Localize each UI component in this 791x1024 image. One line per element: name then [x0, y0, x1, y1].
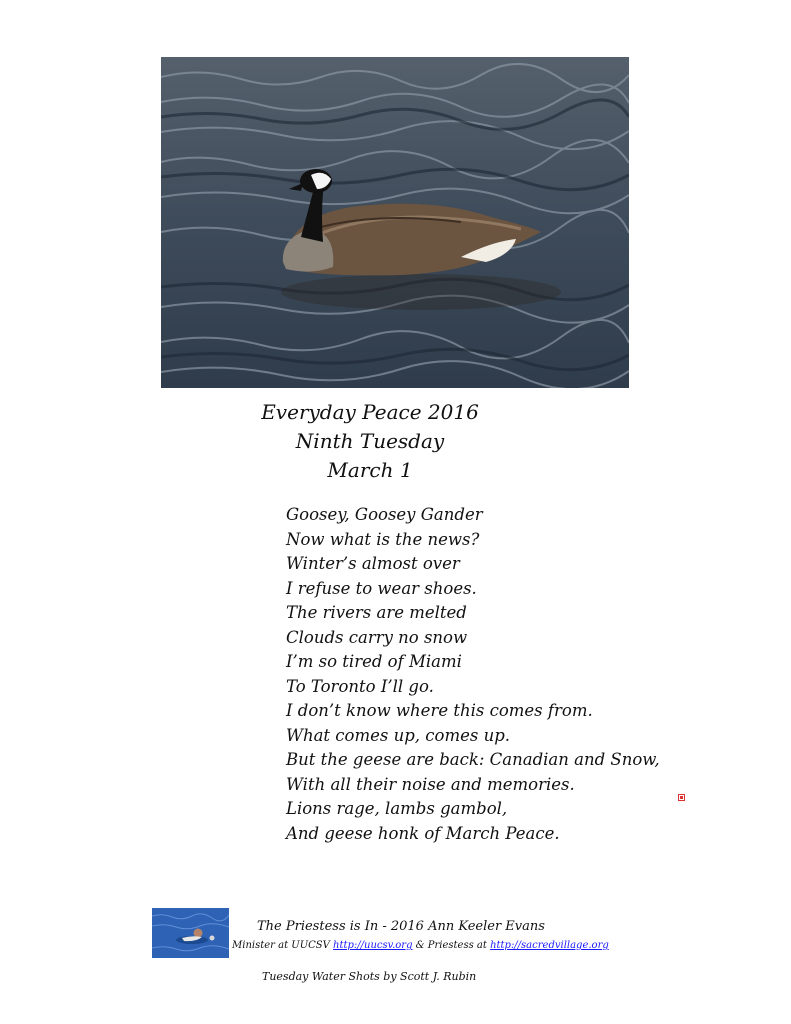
poem [286, 503, 676, 846]
canada-goose-photo [161, 57, 629, 388]
poem-line: Goosey, Goosey Gander [286, 505, 483, 524]
sacredvillage-link[interactable]: http://sacredvillage.org [490, 940, 609, 951]
poem-line: The rivers are melted [286, 603, 467, 622]
image-placeholder-icon [678, 794, 685, 801]
swimmer-thumbnail-photo [152, 908, 229, 958]
minister-label: Minister at UUCSV [232, 940, 330, 951]
poem-line: Winter’s almost over [286, 554, 460, 573]
poem-line: But the geese are back: Canadian and Snow, [286, 750, 660, 769]
poem-line: Clouds carry no snow [286, 627, 468, 647]
footer-affiliations [232, 940, 632, 951]
swimmer-illustration [152, 908, 229, 958]
poem-line: And geese honk of March Peace. [286, 823, 560, 843]
page-subtitle: Ninth Tuesday [295, 429, 445, 453]
photo-credit: Tuesday Water Shots by Scott J. Rubin [262, 970, 477, 983]
poem-line: I don’t know where this comes from. [286, 701, 593, 720]
title-block [220, 398, 520, 485]
uucsv-link[interactable]: http://uucsv.org [333, 940, 413, 951]
poem-line: Now what is the news? [286, 529, 480, 549]
poem-line: With all their noise and memories. [286, 774, 575, 794]
poem-line: I’m so tired of Miami [286, 652, 462, 671]
goose-photo-illustration [161, 57, 629, 388]
poem-line: What comes up, comes up. [286, 725, 511, 745]
page-title: Everyday Peace 2016 [261, 400, 479, 424]
poem-line: Lions rage, lambs gambol, [286, 799, 508, 818]
footer-title: The Priestess is In - 2016 Ann Keeler Evans [257, 919, 545, 934]
priestess-label: & Priestess at [415, 940, 487, 951]
poem-line: To Toronto I’ll go. [286, 676, 434, 696]
page-date: March 1 [327, 458, 413, 482]
poem-line: I refuse to wear shoes. [286, 578, 477, 598]
